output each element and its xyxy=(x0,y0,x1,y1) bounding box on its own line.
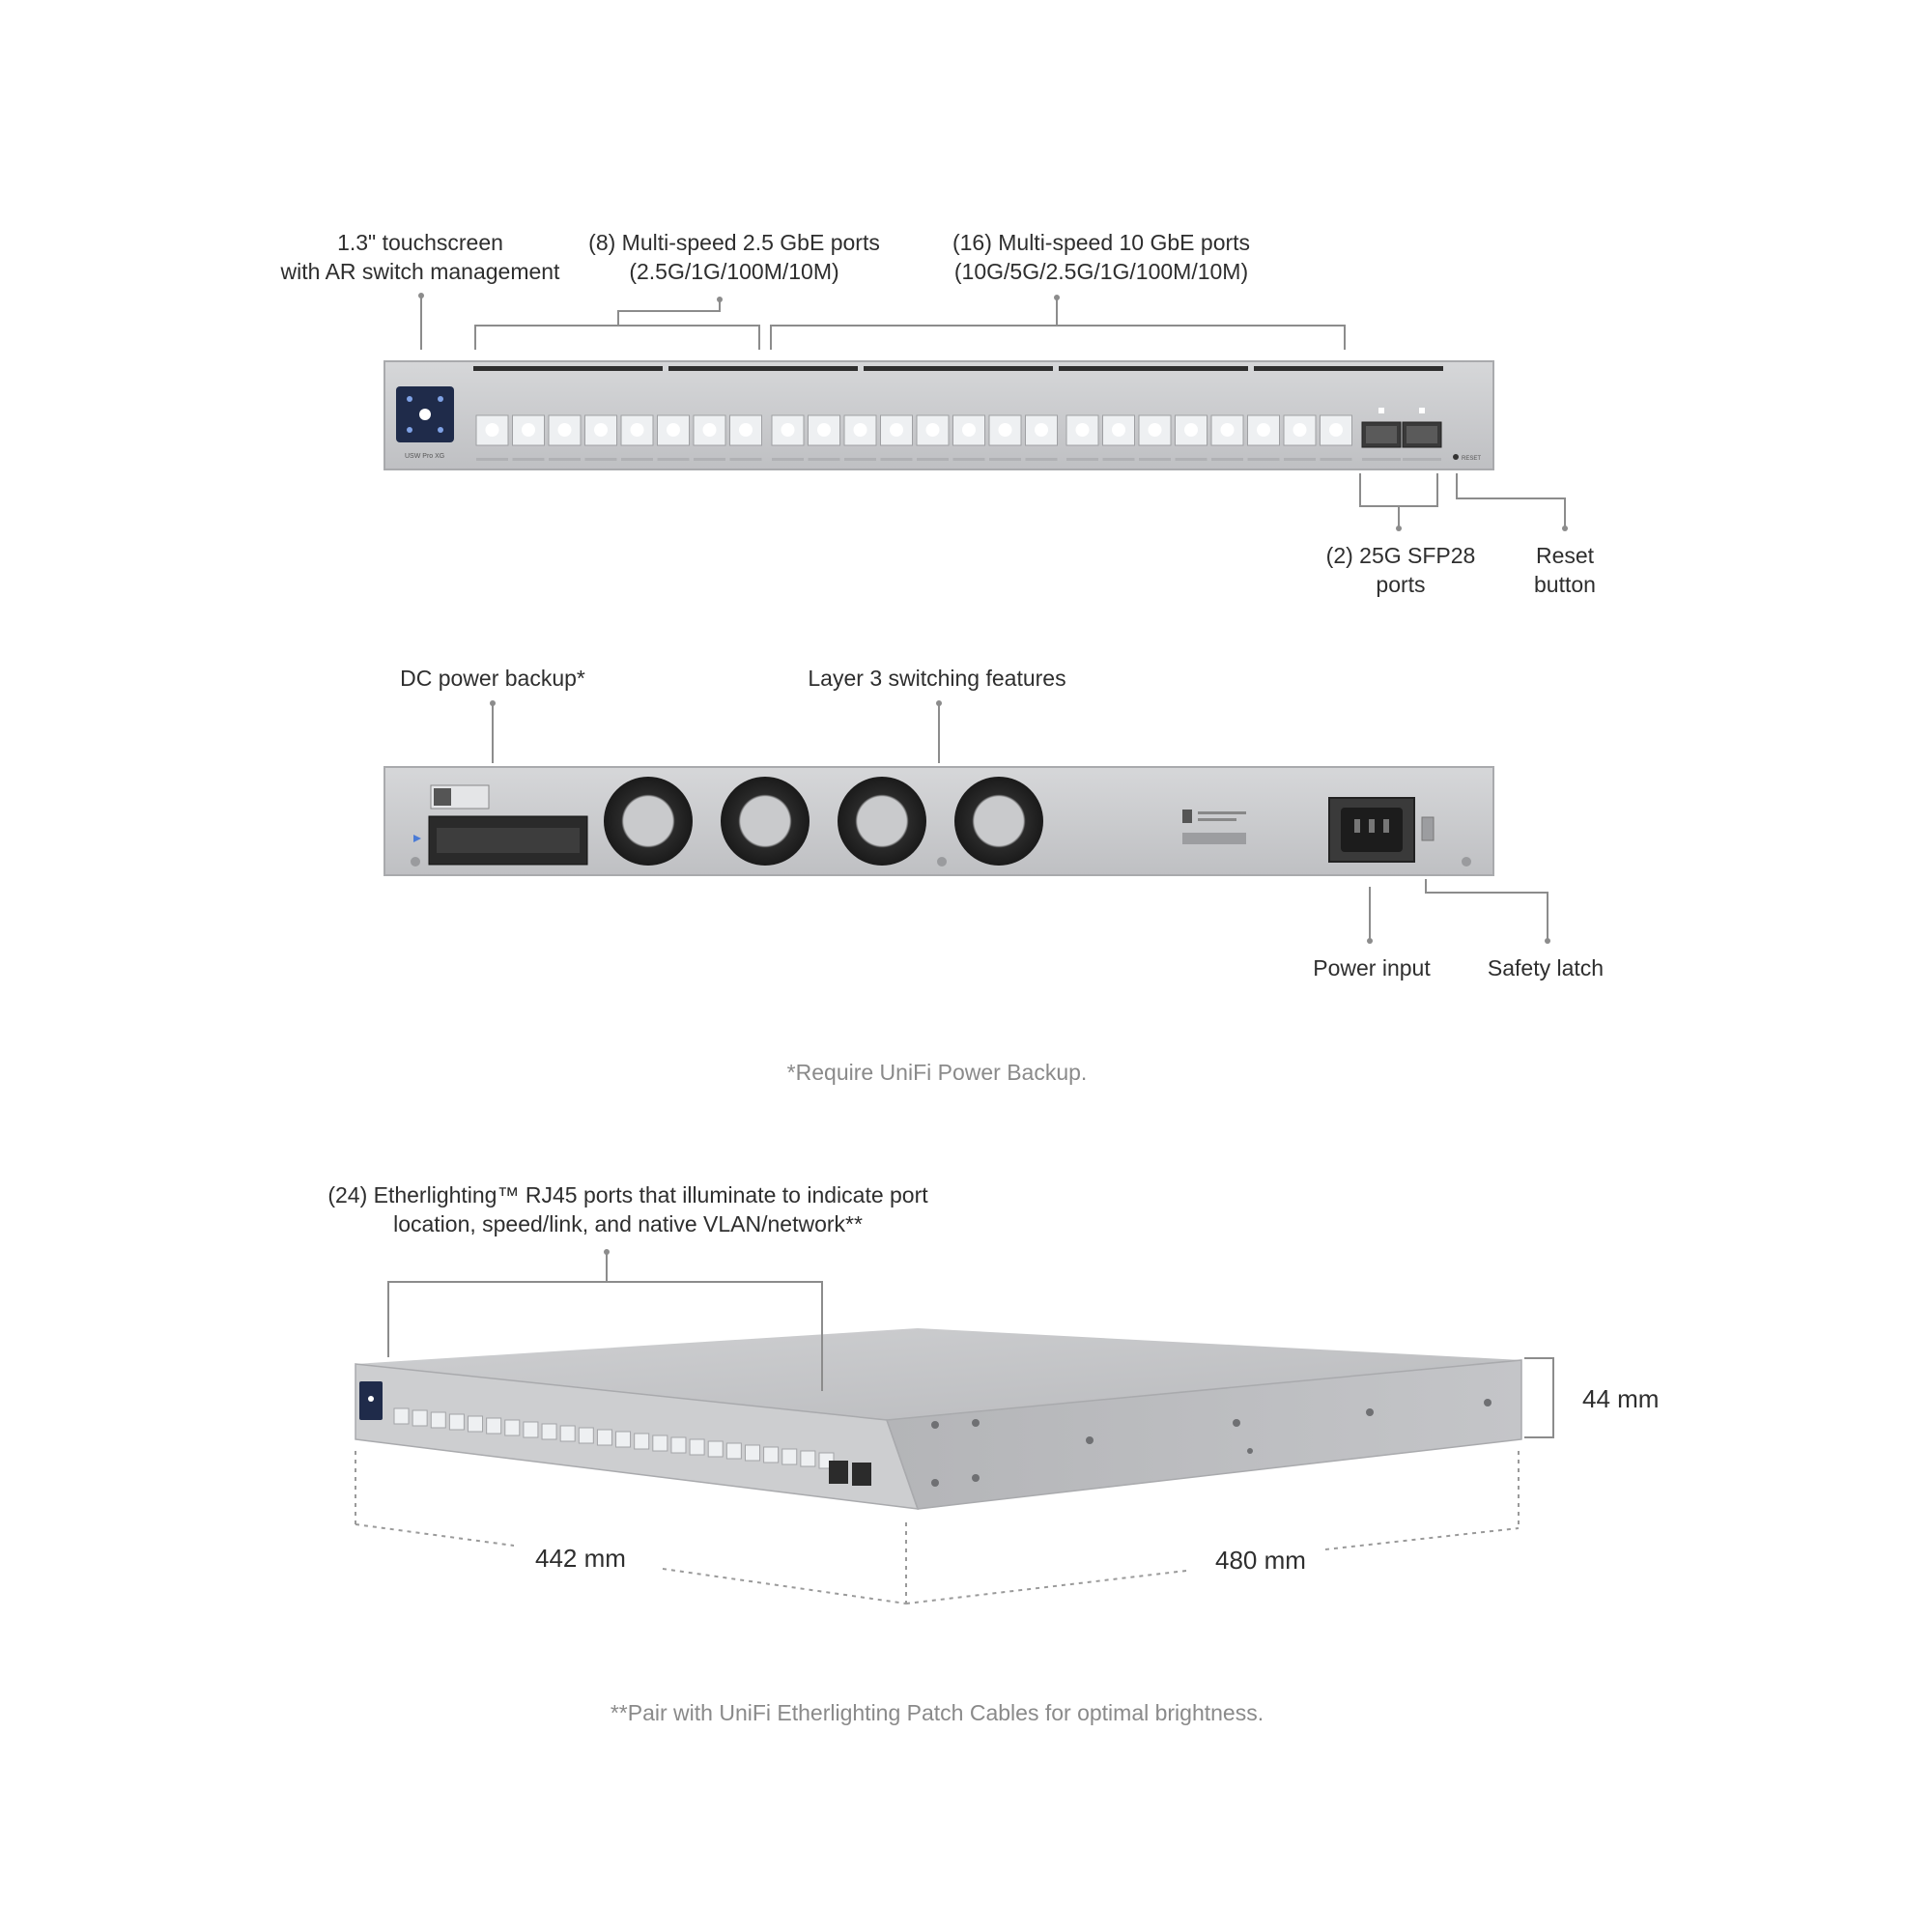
port-light-strip xyxy=(1176,458,1208,461)
port-light-strip xyxy=(1103,458,1135,461)
port-light-strip xyxy=(549,458,581,461)
port-light-strip xyxy=(585,458,617,461)
layer3-callout-text: Layer 3 switching features xyxy=(808,666,1066,691)
etherlighting-callout-line1: (24) Etherlighting™ RJ45 ports that illuminate to indicate port xyxy=(327,1182,928,1208)
patch-cable-note: **Pair with UniFi Etherlighting Patch Cables for optimal brightness. xyxy=(610,1700,1264,1725)
port-light-strip xyxy=(953,458,985,461)
dc-power-callout-text: DC power backup* xyxy=(400,666,585,691)
port-light-strip xyxy=(1284,458,1316,461)
port-light-strip xyxy=(476,458,508,461)
depth-dimension: 480 mm xyxy=(1215,1546,1306,1575)
etherlighting-callout-line2: location, speed/link, and native VLAN/network** xyxy=(393,1211,863,1236)
port-led-glow xyxy=(781,423,795,437)
ports-10g-callout-line2: (10G/5G/2.5G/1G/100M/10M) xyxy=(953,259,1249,284)
perspective-rj45-port xyxy=(616,1432,631,1447)
height-dimension: 44 mm xyxy=(1582,1384,1660,1413)
perspective-rj45-port xyxy=(431,1412,445,1428)
perspective-rj45-port xyxy=(579,1428,593,1443)
port-light-strip xyxy=(730,458,762,461)
port-led-glow xyxy=(1184,423,1198,437)
port-light-strip xyxy=(844,458,876,461)
port-led-glow xyxy=(1112,423,1125,437)
port-led-glow xyxy=(522,423,535,437)
perspective-rj45-port xyxy=(542,1424,556,1439)
safety-latch xyxy=(1422,817,1434,840)
perspective-rj45-port xyxy=(412,1410,427,1426)
perspective-rj45-port xyxy=(745,1445,759,1461)
perspective-rj45-port xyxy=(505,1420,520,1435)
perspective-rj45-port xyxy=(560,1426,575,1441)
sfp28-callout-line1: (2) 25G SFP28 xyxy=(1325,543,1476,568)
perspective-rj45-port xyxy=(671,1437,686,1453)
perspective-rj45-port xyxy=(653,1435,668,1451)
port-led-glow xyxy=(817,423,831,437)
perspective-rj45-port xyxy=(449,1414,464,1430)
port-light-strip xyxy=(917,458,949,461)
port-light-strip xyxy=(881,458,913,461)
perspective-rj45-port xyxy=(394,1408,409,1424)
port-light-strip xyxy=(621,458,653,461)
port-light-strip xyxy=(1248,458,1280,461)
port-led-glow xyxy=(1293,423,1307,437)
port-led-glow xyxy=(1329,423,1343,437)
ports-10g-callout-line1: (16) Multi-speed 10 GbE ports xyxy=(952,230,1251,255)
port-led-glow xyxy=(486,423,499,437)
reset-label: RESET xyxy=(1462,456,1482,462)
reset-callout-line2: button xyxy=(1534,572,1596,597)
port-led-glow xyxy=(962,423,976,437)
port-led-glow xyxy=(926,423,940,437)
port-light-strip xyxy=(1026,458,1058,461)
perspective-rj45-port xyxy=(635,1434,649,1449)
ports-2-5g-callout-line1: (8) Multi-speed 2.5 GbE ports xyxy=(588,230,880,255)
port-light-strip xyxy=(1321,458,1352,461)
port-led-glow xyxy=(667,423,680,437)
port-light-strip xyxy=(772,458,804,461)
perspective-rj45-port xyxy=(487,1418,501,1434)
port-light-strip xyxy=(1211,458,1243,461)
perspective-rj45-port xyxy=(764,1447,779,1463)
perspective-rj45-port xyxy=(469,1416,483,1432)
perspective-rj45-port xyxy=(708,1441,723,1457)
touchscreen-callout-line1: 1.3" touchscreen xyxy=(337,230,503,255)
safety-latch-callout-text: Safety latch xyxy=(1487,955,1605,980)
touchscreen-callout-line2: with AR switch management xyxy=(280,259,560,284)
port-led-glow xyxy=(1076,423,1090,437)
port-led-glow xyxy=(1257,423,1270,437)
perspective-rj45-port xyxy=(801,1451,815,1466)
port-led-glow xyxy=(703,423,717,437)
port-led-glow xyxy=(739,423,753,437)
perspective-rj45-port xyxy=(726,1443,741,1459)
ports-2-5g-callout-line2: (2.5G/1G/100M/10M) xyxy=(629,259,839,284)
perspective-rj45-port xyxy=(597,1430,611,1445)
port-led-glow xyxy=(854,423,867,437)
port-light-strip xyxy=(658,458,690,461)
perspective-rj45-port xyxy=(524,1422,538,1437)
port-light-strip xyxy=(1066,458,1098,461)
width-dimension: 442 mm xyxy=(535,1544,626,1573)
power-backup-note: *Require UniFi Power Backup. xyxy=(786,1060,1088,1085)
port-light-strip xyxy=(809,458,840,461)
port-light-strip xyxy=(513,458,545,461)
port-led-glow xyxy=(631,423,644,437)
port-led-glow xyxy=(1149,423,1162,437)
port-led-glow xyxy=(558,423,572,437)
port-led-glow xyxy=(1221,423,1235,437)
port-light-strip xyxy=(1139,458,1171,461)
port-led-glow xyxy=(1035,423,1048,437)
reset-callout-line1: Reset xyxy=(1535,543,1595,568)
port-light-strip xyxy=(694,458,725,461)
device-label: USW Pro XG xyxy=(405,453,445,460)
port-led-glow xyxy=(890,423,903,437)
touchscreen xyxy=(396,386,454,442)
port-led-glow xyxy=(999,423,1012,437)
perspective-rj45-port xyxy=(690,1439,704,1455)
port-light-strip xyxy=(989,458,1021,461)
power-input-socket xyxy=(1329,798,1414,862)
sfp28-callout-line2: ports xyxy=(1376,572,1426,597)
port-led-glow xyxy=(594,423,608,437)
perspective-rj45-port xyxy=(782,1449,797,1464)
power-input-callout-text: Power input xyxy=(1313,955,1431,980)
